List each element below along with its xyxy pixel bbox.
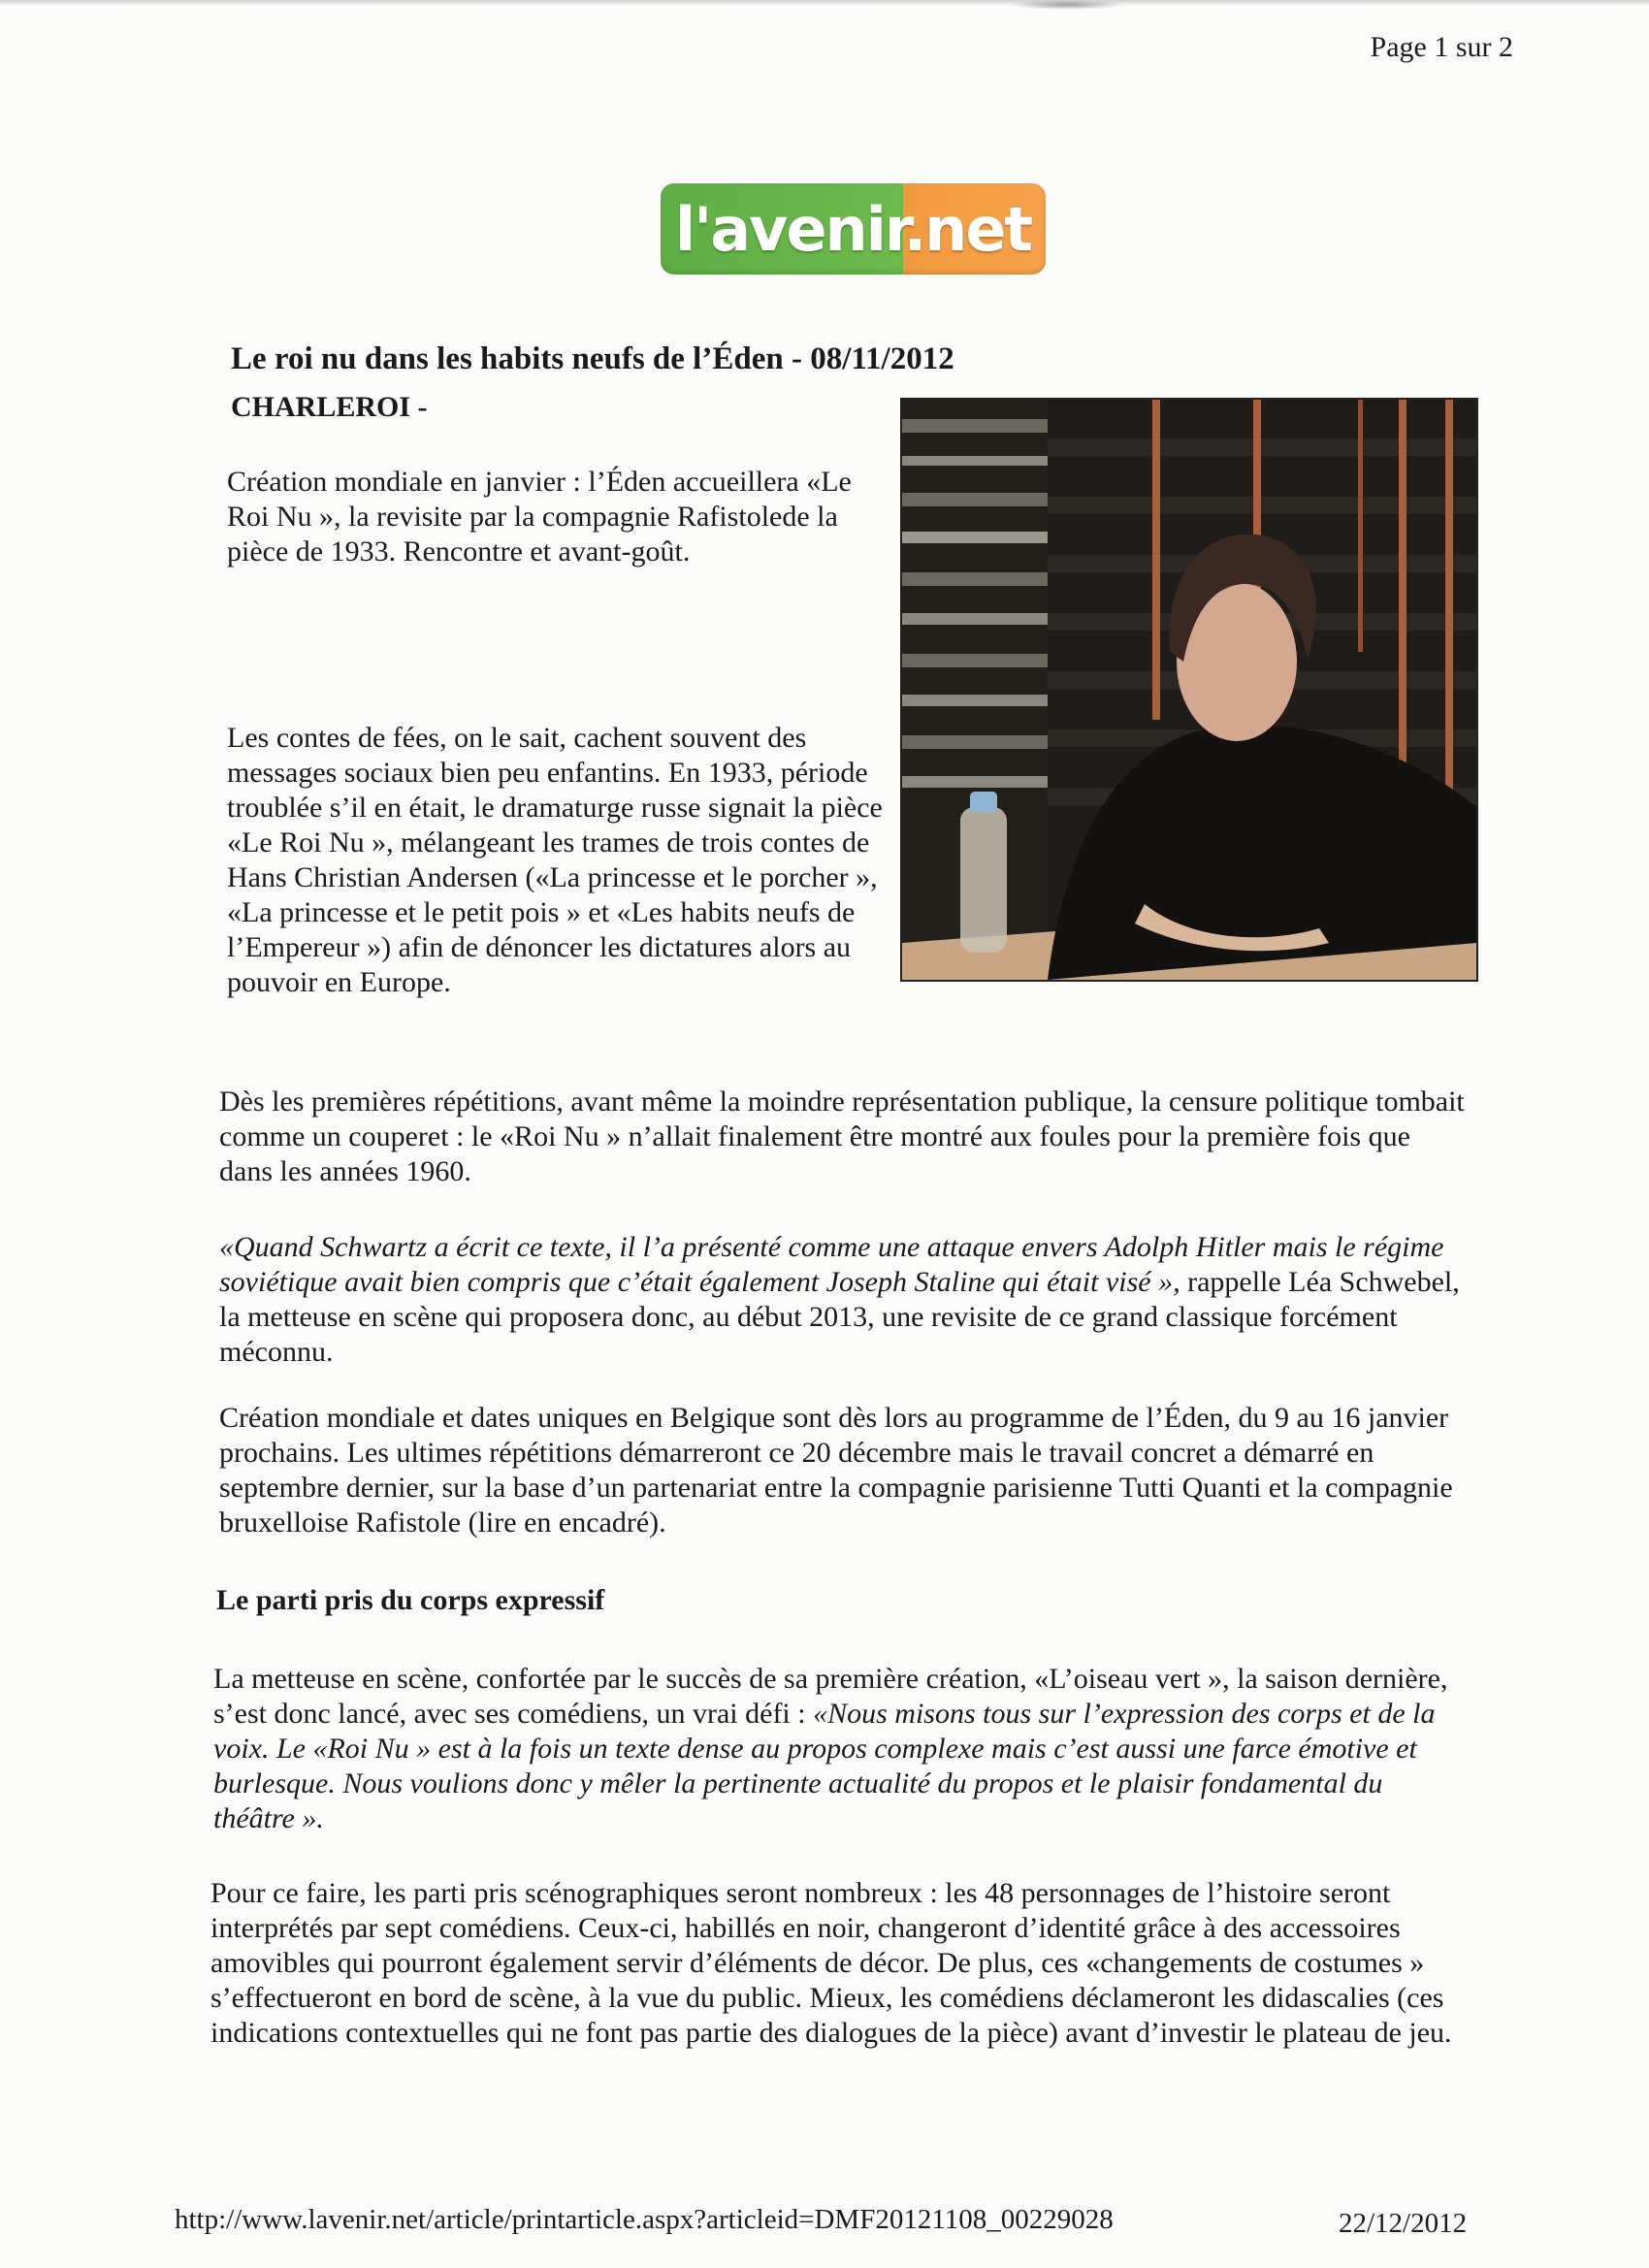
article-paragraph-2: Dès les premières répétitions, avant même la moindre représentation publique, la censure politique tombait comme un couperet : le «Roi Nu » n’allait finalement être montré aux foules pour la première fois que dans les années 1960. xyxy=(219,1085,1465,1187)
article-headline: Le roi nu dans les habits neufs de l’Éden - 08/11/2012 xyxy=(231,341,954,376)
bottle-cap xyxy=(970,792,997,813)
article-dateline: CHARLEROI - xyxy=(231,391,428,423)
article-lead: Création mondiale en janvier : l’Éden accueillera «Le Roi Nu », la revisite par la compagnie Rafistolede la pièce de 1933. Rencontre et avant-goût. xyxy=(227,466,852,567)
lavenir-logo xyxy=(661,183,1046,275)
quote-schwebel: «Nous misons tous sur l’expression des corps et de la voix. Le «Roi Nu » est à la fois un texte dense au propos complexe mais c’est aussi une farce émotive et burlesque. Nous voulions donc y mêler la pertinente actualité du propos et le plaisir fondamental du théâtre ». xyxy=(213,1698,1436,1834)
footer-print-date: 22/12/2012 xyxy=(1339,2208,1468,2239)
article-paragraph-4: Création mondiale et dates uniques en Belgique sont dès lors au programme de l’Éden, du 9 au 16 janvier prochains. Les ultimes répétitions démarreront ce 20 décembre mais le travail concret a démarré en septembre dernier, sur la base d’un partenariat entre la compagnie parisienne Tutti Quanti et la compagnie bruxelloise Rafistole (lire en encadré). xyxy=(219,1402,1453,1539)
article-paragraph-3 xyxy=(219,1230,1471,1370)
logo-text: l'avenir.net xyxy=(674,193,1032,265)
article-paragraph-5 xyxy=(213,1662,1465,1836)
article-subheading: Le parti pris du corps expressif xyxy=(216,1584,605,1616)
quote-attribution: rappelle Léa Schwebel, la metteuse en scène qui proposera donc, au début 2013, une revisite de ce grand classique forcément méconnu. xyxy=(219,1266,1460,1368)
water-bottle xyxy=(960,807,1007,953)
scan-edge xyxy=(0,0,1649,6)
article-paragraph-1: Les contes de fées, on le sait, cachent souvent des messages sociaux bien peu enfantins. En 1933, période troublée s’il en était, le dramaturge russe signait la pièce «Le Roi Nu », mélangeant les trames de trois contes de Hans Christian Andersen («La princesse et le porcher », «La princesse et le petit pois » et «Les habits neufs de l’Empereur ») afin de dénoncer les dictatures alors au pouvoir en Europe. xyxy=(227,722,883,998)
article-photo xyxy=(900,398,1478,982)
article-paragraph-6: Pour ce faire, les parti pris scénographiques seront nombreux : les 48 personnages de l’histoire seront interprétés par sept comédiens. Ceux-ci, habillés en noir, changeront d’identité grâce à des accessoires amovibles qui pourront également servir d’éléments de décor. De plus, ces «changements de costumes » s’effectueront en bord de scène, à la vue du public. Mieux, les comédiens déclameront les didascalies (ces indications contextuelles qui ne font pas partie des dialogues de la pièce) avant d’investir le plateau de jeu. xyxy=(210,1877,1452,2049)
photo-illustration xyxy=(902,400,1476,980)
scan-smudge xyxy=(1009,0,1125,10)
page-number: Page 1 sur 2 xyxy=(1370,31,1513,63)
quote-schwartz: «Quand Schwartz a écrit ce texte, il l’a présenté comme une attaque envers Adolph Hitler mais le régime soviétique avait bien compris que c’était également Joseph Staline qui était visé », xyxy=(219,1231,1444,1298)
footer-url-link[interactable]: http://www.lavenir.net/article/printarticle.aspx?articleid=DMF20121108_00229028 xyxy=(175,2204,1114,2235)
paragraph-5-text: La metteuse en scène, confortée par le succès de sa première création, «L’oiseau vert », la saison dernière, s’est donc lancé, avec ses comédiens, un vrai défi : xyxy=(213,1663,1448,1730)
